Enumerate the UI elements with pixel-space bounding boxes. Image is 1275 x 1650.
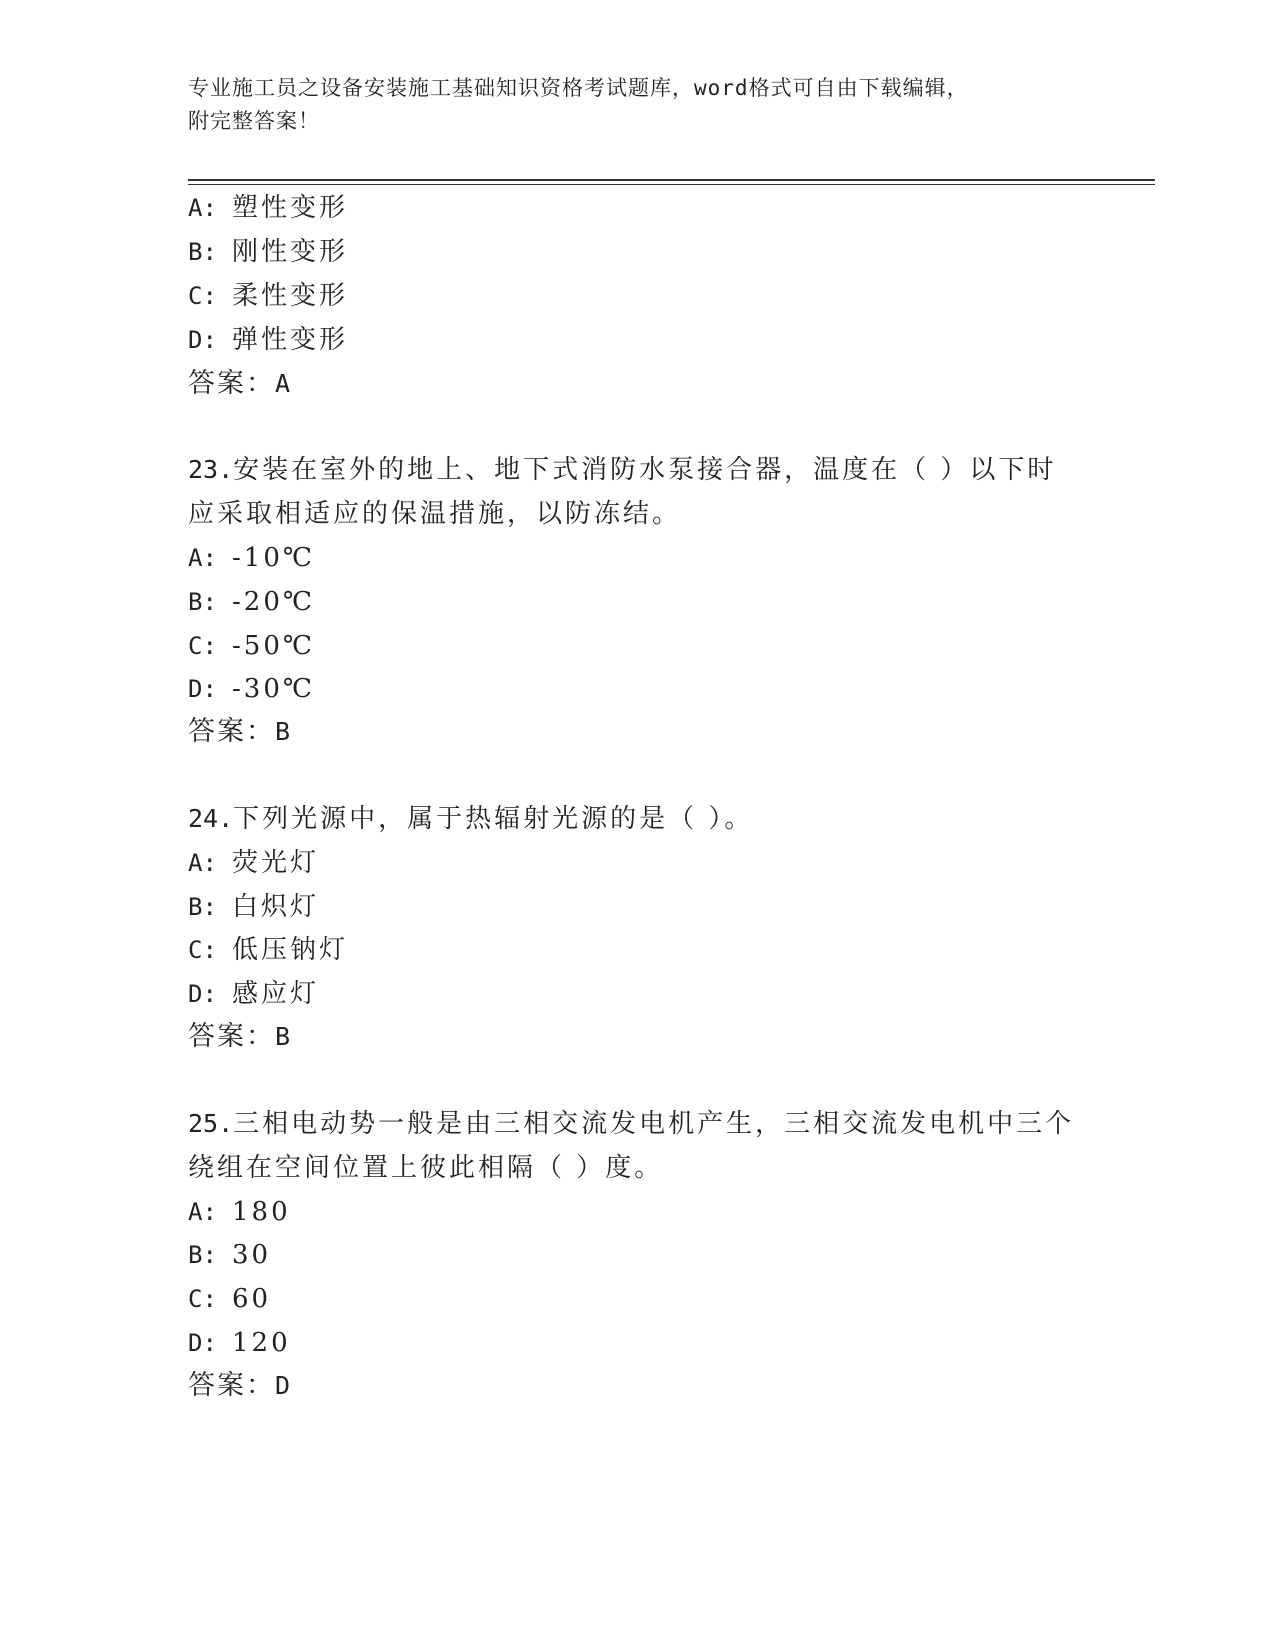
option-text: 塑性变形 — [232, 193, 349, 223]
question-stem-continued: 绕组在空间位置上彼此相隔（ ）度。 — [188, 1153, 664, 1183]
option-text: 刚性变形 — [232, 237, 349, 267]
question-text: 三相电动势一般是由三相交流发电机产生，三相交流发电机中三个 — [233, 1109, 1075, 1139]
option-text: 低压钠灯 — [232, 935, 349, 965]
answer-line — [188, 1020, 290, 1054]
question-number: 24. — [188, 804, 234, 833]
option-b — [188, 235, 348, 269]
option-text: -10℃ — [232, 543, 315, 573]
question-stem — [188, 1107, 1074, 1141]
option-d — [188, 1326, 291, 1360]
option-label: C: — [188, 1285, 217, 1313]
option-text: -30℃ — [232, 674, 315, 704]
option-label: A: — [188, 194, 217, 222]
option-text: 60 — [232, 1284, 272, 1314]
answer-line — [188, 367, 290, 401]
option-c — [188, 1282, 271, 1316]
option-text: 180 — [232, 1197, 291, 1227]
option-d — [188, 323, 348, 357]
answer-label: 答案： — [188, 1370, 275, 1401]
question-text: 安装在室外的地上、地下式消防水泵接合器，温度在（ ）以下时 — [233, 455, 1057, 485]
option-label: A: — [188, 1198, 217, 1226]
option-a — [188, 846, 319, 880]
option-text: 白炽灯 — [232, 892, 320, 922]
question-stem — [188, 453, 1056, 487]
answer-label: 答案： — [188, 716, 275, 747]
answer-value: D — [275, 1371, 291, 1400]
option-d — [188, 672, 315, 706]
question-stem — [188, 802, 753, 836]
answer-line — [188, 715, 290, 749]
option-label: C: — [188, 936, 217, 964]
option-c — [188, 629, 315, 663]
option-label: A: — [188, 849, 217, 877]
header-rule-thin — [188, 184, 1155, 185]
option-label: B: — [188, 588, 217, 616]
option-text: 120 — [232, 1328, 291, 1358]
header-rule-thick — [188, 179, 1155, 181]
option-b — [188, 1238, 271, 1272]
option-label: D: — [188, 1329, 217, 1357]
question-number: 23. — [188, 455, 234, 484]
option-label: B: — [188, 893, 217, 921]
option-text: -50℃ — [232, 631, 315, 661]
document-header — [188, 72, 1088, 138]
question-stem-continued: 应采取相适应的保温措施，以防冻结。 — [188, 499, 682, 529]
option-text: -20℃ — [232, 587, 315, 617]
option-c — [188, 279, 348, 313]
option-text: 感应灯 — [232, 979, 320, 1009]
option-text: 荧光灯 — [232, 848, 320, 878]
header-line-2: 附完整答案！ — [188, 109, 320, 133]
option-label: C: — [188, 282, 217, 310]
option-b — [188, 585, 315, 619]
option-text: 柔性变形 — [232, 281, 349, 311]
question-number: 25. — [188, 1109, 234, 1138]
option-a — [188, 1195, 291, 1229]
answer-value: B — [275, 717, 291, 746]
option-d — [188, 977, 319, 1011]
option-a — [188, 541, 315, 575]
answer-value: B — [275, 1022, 291, 1051]
option-label: B: — [188, 1241, 217, 1269]
answer-line — [188, 1369, 290, 1403]
question-text: 下列光源中，属于热辐射光源的是（ ）。 — [233, 804, 754, 834]
option-label: B: — [188, 238, 217, 266]
header-line-1: 专业施工员之设备安装施工基础知识资格考试题库，word格式可自由下载编辑， — [188, 76, 969, 100]
option-a — [188, 191, 348, 225]
option-b — [188, 890, 319, 924]
answer-label: 答案： — [188, 368, 275, 399]
option-label: D: — [188, 326, 217, 354]
answer-label: 答案： — [188, 1021, 275, 1052]
option-label: D: — [188, 675, 217, 703]
answer-value: A — [275, 369, 291, 398]
option-c — [188, 933, 348, 967]
option-text: 弹性变形 — [232, 325, 349, 355]
option-text: 30 — [232, 1240, 272, 1270]
option-label: C: — [188, 632, 217, 660]
option-label: D: — [188, 980, 217, 1008]
option-label: A: — [188, 544, 217, 572]
